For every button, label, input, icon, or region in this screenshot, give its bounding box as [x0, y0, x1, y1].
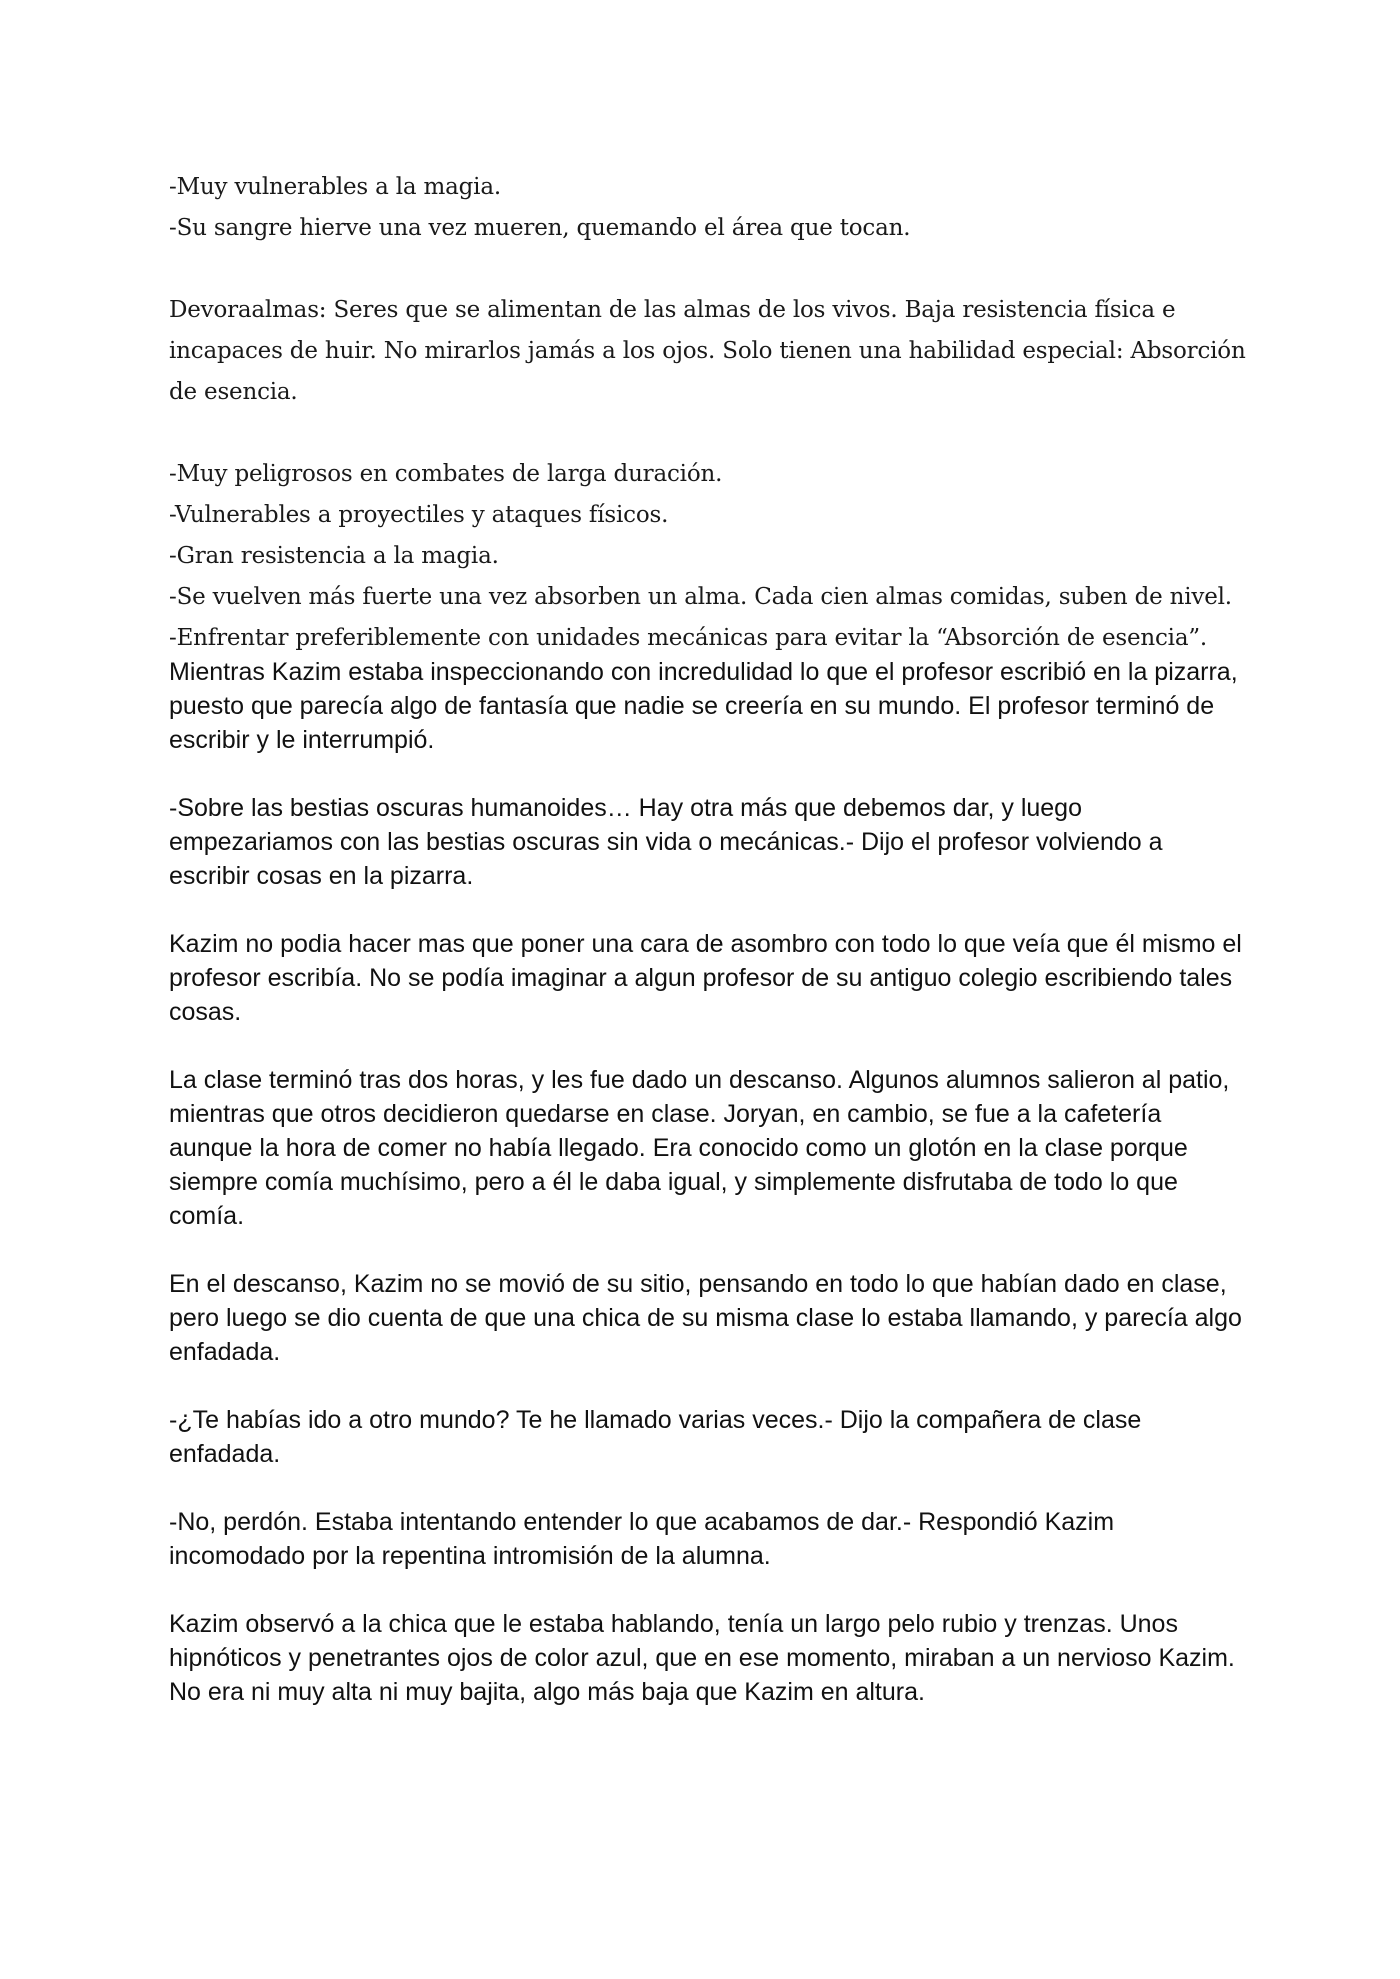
- story-paragraph: Mientras Kazim estaba inspeccionando con incredulidad lo que el profesor escribió en la pizarra, puesto que parecía algo de fantasía que nadie se creería en su mundo. El profesor terminó de escribir y le interrumpió.: [169, 658, 1238, 754]
- story-paragraph: -Sobre las bestias oscuras humanoides… Hay otra más que debemos dar, y luego empezariamos con las bestias oscuras sin vida o mecánicas.- Dijo el profesor volviendo a escribir cosas en la pizarra.: [169, 794, 1163, 890]
- note-line: -Vulnerables a proyectiles y ataques físicos.: [169, 502, 669, 528]
- story-paragraph: -¿Te habías ido a otro mundo? Te he llamado varias veces.- Dijo la compañera de clase enfadada.: [169, 1406, 1142, 1468]
- note-line: -Gran resistencia a la magia.: [169, 543, 499, 569]
- story-paragraph: La clase terminó tras dos horas, y les fue dado un descanso. Algunos alumnos salieron al patio, mientras que otros decidieron quedarse en clase. Joryan, en cambio, se fue a la cafetería aunque la hora de comer no había llegado. Era conocido como un glotón en la clase porque siempre comía muchísimo, pero a él le daba igual, y simplemente disfrutaba de todo lo que comía.: [169, 1066, 1230, 1230]
- note-line: -Muy peligrosos en combates de larga duración.: [169, 461, 723, 487]
- note-line: -Su sangre hierve una vez mueren, quemando el área que tocan.: [169, 215, 911, 241]
- story-paragraph: Kazim no podia hacer mas que poner una cara de asombro con todo lo que veía que él mismo el profesor escribía. No se podía imaginar a algun profesor de su antiguo colegio escribiendo tales cosas.: [169, 930, 1242, 1026]
- story-paragraph: En el descanso, Kazim no se movió de su sitio, pensando en todo lo que habían dado en clase, pero luego se dio cuenta de que una chica de su misma clase lo estaba llamando, y parecía algo enfadada.: [169, 1270, 1242, 1366]
- spacer: [169, 249, 1249, 290]
- spacer: [169, 413, 1249, 454]
- note-line: -Se vuelven más fuerte una vez absorben un alma. Cada cien almas comidas, suben de nivel.: [169, 584, 1232, 610]
- devoraalmas-description: Devoraalmas: Seres que se alimentan de las almas de los vivos. Baja resistencia física e incapaces de huir. No mirarlos jamás a los ojos. Solo tienen una habilidad especial: Absorción de esencia.: [169, 297, 1246, 405]
- bestiary-notes: [169, 167, 1249, 659]
- note-line: -Muy vulnerables a la magia.: [169, 174, 501, 200]
- story-body: [169, 655, 1249, 1743]
- story-paragraph: Kazim observó a la chica que le estaba hablando, tenía un largo pelo rubio y trenzas. Unos hipnóticos y penetrantes ojos de color azul, que en ese momento, miraban a un nervioso Kazim. No era ni muy alta ni muy bajita, algo más baja que Kazim en altura.: [169, 1610, 1235, 1706]
- story-paragraph: -No, perdón. Estaba intentando entender lo que acabamos de dar.- Respondió Kazim incomodado por la repentina intromisión de la alumna.: [169, 1508, 1115, 1570]
- note-line: -Enfrentar preferiblemente con unidades mecánicas para evitar la “Absorción de esencia”.: [169, 625, 1208, 651]
